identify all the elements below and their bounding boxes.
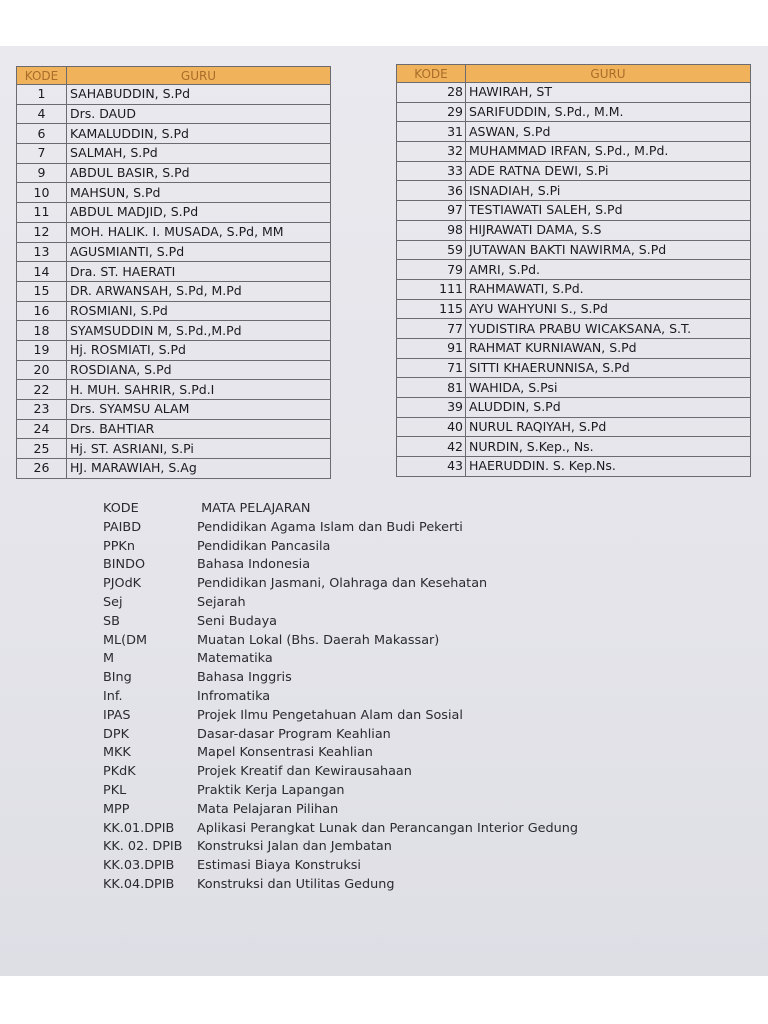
- table-row: [17, 124, 331, 144]
- legend-mapel-header: MATA PELAJARAN: [201, 501, 311, 516]
- teacher-name: ALUDDIN, S.Pd: [466, 398, 751, 418]
- teacher-code: 24: [17, 419, 67, 439]
- legend-item: [103, 650, 578, 669]
- teacher-name: KAMALUDDIN, S.Pd: [67, 124, 331, 144]
- teacher-code: 98: [397, 220, 466, 240]
- legend-item: [103, 669, 578, 688]
- legend-item: [103, 613, 578, 632]
- teacher-code: 59: [397, 240, 466, 260]
- table-row: [397, 417, 751, 437]
- teacher-name: ABDUL BASIR, S.Pd: [67, 163, 331, 183]
- teacher-code: 19: [17, 340, 67, 360]
- teacher-name: HJ. MARAWIAH, S.Ag: [67, 459, 331, 479]
- table-row: [397, 398, 751, 418]
- legend-header-row: [103, 500, 578, 519]
- table-row: [397, 201, 751, 221]
- legend-list: [103, 519, 578, 895]
- teacher-name: HIJRAWATI DAMA, S.S: [466, 220, 751, 240]
- table-row: [397, 279, 751, 299]
- teacher-name: H. MUH. SAHRIR, S.Pd.I: [67, 380, 331, 400]
- subject-name: Muatan Lokal (Bhs. Daerah Makassar): [197, 632, 440, 648]
- legend-item: [103, 556, 578, 575]
- teacher-code: 42: [397, 437, 466, 457]
- teacher-name: Dra. ST. HAERATI: [67, 262, 331, 282]
- subject-code: MPP: [103, 801, 130, 817]
- table-row: [17, 380, 331, 400]
- teacher-code: 39: [397, 398, 466, 418]
- teacher-name: NURUL RAQIYAH, S.Pd: [466, 417, 751, 437]
- teacher-code: 15: [17, 281, 67, 301]
- table-row: [17, 203, 331, 223]
- table-row: [397, 142, 751, 162]
- teacher-code: 28: [397, 83, 466, 103]
- teacher-name: Hj. ST. ASRIANI, S.Pi: [67, 439, 331, 459]
- teacher-name: AMRI, S.Pd.: [466, 260, 751, 280]
- guru-column-header: GURU: [67, 67, 331, 85]
- teacher-name: AGUSMIANTI, S.Pd: [67, 242, 331, 262]
- subject-code: IPAS: [103, 707, 131, 723]
- teacher-code: 11: [17, 203, 67, 223]
- table-row: [397, 319, 751, 339]
- teacher-table-right-body: [397, 83, 751, 477]
- legend-item: [103, 876, 578, 895]
- teacher-name: SITTI KHAERUNNISA, S.Pd: [466, 358, 751, 378]
- teacher-name: RAHMAT KURNIAWAN, S.Pd: [466, 338, 751, 358]
- legend-item: [103, 688, 578, 707]
- teacher-name: Drs. SYAMSU ALAM: [67, 400, 331, 420]
- teacher-name: AYU WAHYUNI S., S.Pd: [466, 299, 751, 319]
- table-row: [17, 183, 331, 203]
- teacher-name: Drs. BAHTIAR: [67, 419, 331, 439]
- legend-item: [103, 744, 578, 763]
- table-row: [397, 220, 751, 240]
- table-row: [17, 439, 331, 459]
- table-row: [17, 281, 331, 301]
- teacher-code: 23: [17, 400, 67, 420]
- teacher-code: 43: [397, 457, 466, 477]
- subject-name: Mapel Konsentrasi Keahlian: [197, 745, 373, 761]
- teacher-name: ROSDIANA, S.Pd: [67, 360, 331, 380]
- table-row: [17, 400, 331, 420]
- table-header-row: [17, 67, 331, 85]
- teacher-name: ASWAN, S.Pd: [466, 122, 751, 142]
- teacher-name: ISNADIAH, S.Pi: [466, 181, 751, 201]
- subject-legend: [103, 500, 578, 895]
- teacher-name: SALMAH, S.Pd: [67, 144, 331, 164]
- legend-item: [103, 519, 578, 538]
- kode-column-header: KODE: [17, 67, 67, 85]
- legend-item: [103, 707, 578, 726]
- table-row: [17, 419, 331, 439]
- table-row: [17, 360, 331, 380]
- teacher-code: 22: [17, 380, 67, 400]
- teacher-code: 31: [397, 122, 466, 142]
- subject-code: PJOdK: [103, 576, 142, 592]
- subject-name: Pendidikan Agama Islam dan Budi Pekerti: [197, 519, 463, 535]
- teacher-name: TESTIAWATI SALEH, S.Pd: [466, 201, 751, 221]
- subject-name: Pendidikan Pancasila: [197, 538, 331, 554]
- legend-item: [103, 838, 578, 857]
- teacher-code: 81: [397, 378, 466, 398]
- table-header-row: [397, 65, 751, 83]
- teacher-code: 18: [17, 321, 67, 341]
- table-row: [17, 163, 331, 183]
- table-row: [397, 102, 751, 122]
- subject-name: Konstruksi Jalan dan Jembatan: [197, 839, 392, 855]
- subject-code: ML(DM: [103, 632, 148, 648]
- subject-name: Projek Kreatif dan Kewirausahaan: [197, 764, 412, 780]
- teacher-code: 7: [17, 144, 67, 164]
- teacher-table-right: [396, 64, 751, 477]
- subject-name: Konstruksi dan Utilitas Gedung: [197, 876, 395, 892]
- table-row: [397, 299, 751, 319]
- table-row: [17, 262, 331, 282]
- teacher-name: NURDIN, S.Kep., Ns.: [466, 437, 751, 457]
- subject-name: Aplikasi Perangkat Lunak dan Perancangan Interior Gedung: [197, 820, 578, 836]
- subject-code: Sej: [103, 594, 123, 610]
- legend-kode-header: KODE: [103, 501, 139, 516]
- teacher-code: 6: [17, 124, 67, 144]
- subject-name: Infromatika: [197, 688, 271, 704]
- subject-code: BIng: [103, 670, 132, 686]
- teacher-name: JUTAWAN BAKTI NAWIRMA, S.Pd: [466, 240, 751, 260]
- teacher-code: 10: [17, 183, 67, 203]
- table-row: [17, 144, 331, 164]
- legend-item: [103, 763, 578, 782]
- table-row: [17, 222, 331, 242]
- subject-name: Estimasi Biaya Konstruksi: [197, 858, 361, 874]
- teacher-code: 20: [17, 360, 67, 380]
- teacher-name: HAWIRAH, ST: [466, 83, 751, 103]
- subject-code: KK.01.DPIB: [103, 820, 175, 836]
- subject-code: PAIBD: [103, 519, 142, 535]
- table-row: [397, 240, 751, 260]
- table-row: [397, 437, 751, 457]
- teacher-name: YUDISTIRA PRABU WICAKSANA, S.T.: [466, 319, 751, 339]
- table-row: [397, 260, 751, 280]
- subject-name: Praktik Kerja Lapangan: [197, 782, 345, 798]
- teacher-name: SARIFUDDIN, S.Pd., M.M.: [466, 102, 751, 122]
- teacher-code: 79: [397, 260, 466, 280]
- table-row: [397, 161, 751, 181]
- teacher-code: 13: [17, 242, 67, 262]
- table-row: [17, 340, 331, 360]
- teacher-code: 91: [397, 338, 466, 358]
- legend-item: [103, 726, 578, 745]
- table-row: [397, 181, 751, 201]
- subject-code: PKdK: [103, 764, 136, 780]
- legend-item: [103, 801, 578, 820]
- teacher-code: 4: [17, 104, 67, 124]
- subject-code: Inf.: [103, 688, 123, 704]
- table-row: [17, 104, 331, 124]
- teacher-code: 40: [397, 417, 466, 437]
- teacher-name: MAHSUN, S.Pd: [67, 183, 331, 203]
- teacher-code: 1: [17, 85, 67, 105]
- subject-name: Sejarah: [197, 594, 246, 610]
- teacher-code: 115: [397, 299, 466, 319]
- teacher-code: 111: [397, 279, 466, 299]
- table-row: [397, 83, 751, 103]
- legend-item: [103, 594, 578, 613]
- subject-name: Projek Ilmu Pengetahuan Alam dan Sosial: [197, 707, 463, 723]
- table-row: [397, 338, 751, 358]
- teacher-name: ABDUL MADJID, S.Pd: [67, 203, 331, 223]
- teacher-code: 77: [397, 319, 466, 339]
- subject-name: Bahasa Indonesia: [197, 557, 311, 573]
- teacher-name: HAERUDDIN. S. Kep.Ns.: [466, 457, 751, 477]
- subject-code: KK. 02. DPIB: [103, 839, 183, 855]
- legend-item: [103, 538, 578, 557]
- legend-item: [103, 782, 578, 801]
- teacher-name: SAHABUDDIN, S.Pd: [67, 85, 331, 105]
- subject-code: DPK: [103, 726, 129, 742]
- teacher-code: 36: [397, 181, 466, 201]
- legend-item: [103, 632, 578, 651]
- legend-item: [103, 575, 578, 594]
- teacher-code: 9: [17, 163, 67, 183]
- teacher-code: 33: [397, 161, 466, 181]
- teacher-name: SYAMSUDDIN M, S.Pd.,M.Pd: [67, 321, 331, 341]
- subject-code: BINDO: [103, 557, 146, 573]
- teacher-name: DR. ARWANSAH, S.Pd, M.Pd: [67, 281, 331, 301]
- teacher-name: MOH. HALIK. I. MUSADA, S.Pd, MM: [67, 222, 331, 242]
- table-row: [397, 457, 751, 477]
- table-row: [397, 122, 751, 142]
- teacher-code: 97: [397, 201, 466, 221]
- table-row: [397, 358, 751, 378]
- guru-column-header: GURU: [466, 65, 751, 83]
- teacher-code: 25: [17, 439, 67, 459]
- teacher-name: ROSMIANI, S.Pd: [67, 301, 331, 321]
- table-row: [17, 301, 331, 321]
- teacher-code: 71: [397, 358, 466, 378]
- teacher-code: 32: [397, 142, 466, 162]
- teacher-name: Hj. ROSMIATI, S.Pd: [67, 340, 331, 360]
- table-row: [17, 242, 331, 262]
- subject-name: Bahasa Inggris: [197, 670, 292, 686]
- teacher-table-left-body: [17, 85, 331, 479]
- teacher-code: 26: [17, 459, 67, 479]
- subject-code: KK.03.DPIB: [103, 858, 175, 874]
- table-row: [17, 459, 331, 479]
- subject-name: Mata Pelajaran Pilihan: [197, 801, 339, 817]
- teacher-code: 12: [17, 222, 67, 242]
- table-row: [17, 321, 331, 341]
- teacher-code: 14: [17, 262, 67, 282]
- teacher-name: ADE RATNA DEWI, S.Pi: [466, 161, 751, 181]
- table-row: [397, 378, 751, 398]
- subject-code: PPKn: [103, 538, 135, 554]
- legend-item: [103, 857, 578, 876]
- subject-name: Pendidikan Jasmani, Olahraga dan Kesehatan: [197, 576, 488, 592]
- subject-code: SB: [103, 613, 120, 629]
- subject-code: PKL: [103, 782, 127, 798]
- teacher-code: 16: [17, 301, 67, 321]
- teacher-name: MUHAMMAD IRFAN, S.Pd., M.Pd.: [466, 142, 751, 162]
- teacher-name: Drs. DAUD: [67, 104, 331, 124]
- subject-code: M: [103, 651, 115, 667]
- teacher-code: 29: [397, 102, 466, 122]
- subject-code: KK.04.DPIB: [103, 876, 175, 892]
- subject-name: Seni Budaya: [197, 613, 277, 629]
- legend-item: [103, 820, 578, 839]
- teacher-name: WAHIDA, S.Psi: [466, 378, 751, 398]
- table-row: [17, 85, 331, 105]
- subject-code: MKK: [103, 745, 131, 761]
- teacher-table-left: [16, 66, 331, 479]
- subject-name: Matematika: [197, 651, 273, 667]
- kode-column-header: KODE: [397, 65, 466, 83]
- teacher-name: RAHMAWATI, S.Pd.: [466, 279, 751, 299]
- subject-name: Dasar-dasar Program Keahlian: [197, 726, 391, 742]
